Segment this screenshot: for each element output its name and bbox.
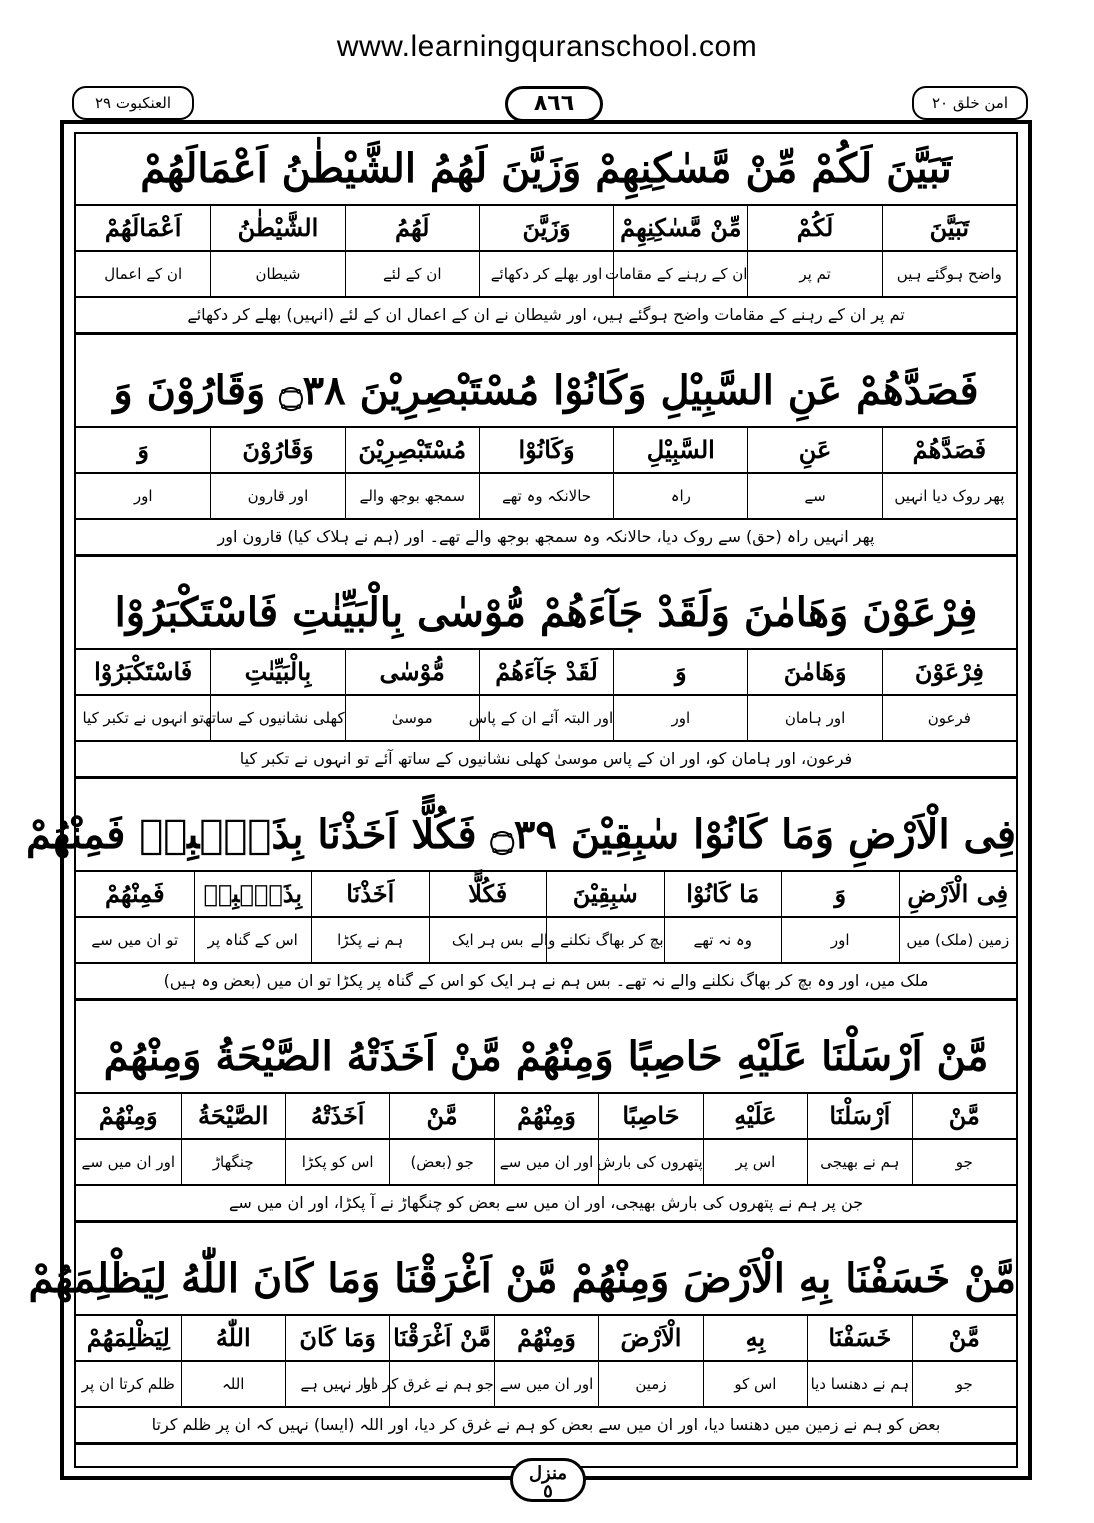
arabic-word-cell: بِالْبَيِّنٰتِ (210, 650, 344, 694)
word-row (76, 650, 1016, 696)
arabic-word-cell: السَّبِيْلِ (613, 428, 747, 472)
arabic-word-cell: وَ (613, 650, 747, 694)
arabic-word-cell: اَخَذْنَا (311, 872, 429, 916)
arabic-word-cell: مُسْتَبْصِرِيْنَ (345, 428, 479, 472)
arabic-word-cell: فِى الْاَرْضِ (899, 872, 1017, 916)
arabic-word-cell: اللّٰهُ (181, 1316, 285, 1360)
arabic-word-cell: مِّنْ مَّسٰكِنِهِمْ (613, 206, 747, 250)
arabic-word-cell: عَلَيْهِ (703, 1094, 807, 1138)
word-meaning-cell: ان کے رہنے کے مقامات (613, 252, 747, 296)
word-meaning-cell: بس ہر ایک (429, 918, 547, 962)
arabic-word-cell: فَاسْتَكْبَرُوْا (94, 657, 193, 686)
arabic-word-cell: وَ (781, 872, 899, 916)
arabic-word-cell: اَرْسَلْنَا (807, 1094, 911, 1138)
arabic-word-cell: حَاصِبًا (598, 1094, 702, 1138)
arabic-word-cell: مَا كَانُوْا (664, 872, 782, 916)
manzil-label: منزل (528, 1463, 568, 1484)
word-meaning-cell: اس پر (703, 1140, 807, 1184)
arabic-word-cell: وَمِنْهُمْ (98, 1101, 158, 1130)
arabic-word-cell: فَكُلًّا (429, 872, 547, 916)
word-meaning-cell: اور نہیں ہے (285, 1362, 389, 1406)
word-row (76, 1316, 1016, 1362)
word-meaning-cell: جو (بعض) (389, 1140, 493, 1184)
word-meaning-cell: اس کو (703, 1362, 807, 1406)
word-row (76, 206, 1016, 252)
word-meaning-cell: شیطان (210, 252, 344, 296)
word-meaning-cell: اور (613, 696, 747, 740)
site-url[interactable]: www.learningquranschool.com (336, 30, 758, 63)
surah-label: العنكبوت ٢٩ (72, 86, 194, 120)
word-meaning-cell: ہم نے پکڑا (311, 918, 429, 962)
word-meaning-cell: بچ کر بھاگ نکلنے والے (546, 918, 664, 962)
word-meaning-cell: جو ہم نے غرق کر دیا (389, 1362, 493, 1406)
arabic-word-cell: مَّنْ (389, 1094, 493, 1138)
arabic-word-cell: الصَّيْحَةُ (181, 1094, 285, 1138)
word-meaning-cell: اور ان میں سے (494, 1362, 598, 1406)
urdu-translation-line: فرعون، اور ہامان کو، اور ان کے پاس موسیٰ کھلی نشانیوں کے ساتھ آئے تو انہوں نے تکبر کیا (76, 742, 1016, 779)
arabic-word-cell: عَنِ (747, 428, 881, 472)
word-meaning-cell: سے (747, 474, 881, 518)
arabic-verse-line: مَّنْ اَرْسَلْنَا عَلَيْهِ حَاصِبًا وَمِنْهُمْ مَّنْ اَخَذَتْهُ الصَّيْحَةُ وَمِنْهُمْ (76, 1022, 1016, 1094)
word-row (76, 428, 1016, 474)
word-meaning-cell: اور ان میں سے (494, 1140, 598, 1184)
arabic-word-cell: وَمِنْهُمْ (494, 1316, 598, 1360)
word-meaning-cell: ان کے اعمال (104, 265, 183, 283)
arabic-verse-line: تَبَيَّنَ لَكُمْ مِّنْ مَّسٰكِنِهِمْ وَزَيَّنَ لَهُمُ الشَّيْطٰنُ اَعْمَالَهُمْ (76, 134, 1016, 206)
manzil-badge (510, 1458, 586, 1502)
arabic-word-cell: مَّنْ اَغْرَقْنَا (389, 1316, 493, 1360)
arabic-verse-line: مَّنْ خَسَفْنَا بِهِ الْاَرْضَ وَمِنْهُمْ مَّنْ اَغْرَقْنَا وَمَا كَانَ اللّٰهُ لِيَظْلِمَهُمْ (76, 1244, 1016, 1316)
word-meaning-cell: اللہ (181, 1362, 285, 1406)
word-meaning-cell: جو (912, 1362, 1016, 1406)
arabic-word-cell: وَ (137, 435, 149, 464)
arabic-word-cell: وَمَا كَانَ (285, 1316, 389, 1360)
word-meaning-cell: اور قارون (210, 474, 344, 518)
arabic-word-cell: لَقَدْ جَآءَهُمْ (479, 650, 613, 694)
arabic-word-cell: سٰبِقِيْنَ (546, 872, 664, 916)
arabic-word-cell: فَمِنْهُمْ (104, 879, 165, 908)
word-meaning-cell: ہم نے دھنسا دیا (807, 1362, 911, 1406)
meaning-row (76, 918, 1016, 964)
meaning-row (76, 474, 1016, 520)
arabic-word-cell: وَهَامٰنَ (747, 650, 881, 694)
word-meaning-cell: تو ان میں سے (91, 931, 179, 949)
word-meaning-cell: فرعون (882, 696, 1016, 740)
arabic-word-cell: فَصَدَّهُمْ (882, 428, 1016, 472)
arabic-word-cell: اَعْمَالَهُمْ (104, 213, 182, 242)
word-meaning-cell: کھلی نشانیوں کے ساتھ (210, 696, 344, 740)
meaning-row (76, 1140, 1016, 1186)
meaning-row (76, 696, 1016, 742)
word-meaning-cell: پتھروں کی بارش (598, 1140, 702, 1184)
meaning-row (76, 1362, 1016, 1408)
word-meaning-cell: پھر روک دیا انہیں (882, 474, 1016, 518)
arabic-word-cell: بِذَنْۢبِهٖ (194, 872, 312, 916)
meaning-row (76, 252, 1016, 298)
word-meaning-cell: اور ان میں سے (81, 1153, 176, 1171)
word-meaning-cell: حالانکہ وہ تھے (479, 474, 613, 518)
arabic-word-cell: اَخَذَتْهُ (285, 1094, 389, 1138)
word-meaning-cell: راہ (613, 474, 747, 518)
word-meaning-cell: تو انہوں نے تکبر کیا (82, 709, 204, 727)
arabic-word-cell: الْاَرْضَ (598, 1316, 702, 1360)
arabic-word-cell: بِهِ (703, 1316, 807, 1360)
arabic-word-cell: تَبَيَّنَ (882, 206, 1016, 250)
word-meaning-cell: اور البتہ آئے ان کے پاس (479, 696, 613, 740)
arabic-verse-line: فِى الْاَرْضِ وَمَا كَانُوْا سٰبِقِيْنَ ۝٣٩ فَكُلًّا اَخَذْنَا بِذَنْۢبِهٖ فَمِنْهُمْ (76, 800, 1016, 872)
arabic-word-cell: خَسَفْنَا (807, 1316, 911, 1360)
arabic-word-cell: لِيَظْلِمَهُمْ (86, 1323, 170, 1352)
manzil-number: ٥ (543, 1481, 553, 1502)
arabic-word-cell: مُّوْسٰى (345, 650, 479, 694)
arabic-word-cell: وَقَارُوْنَ (210, 428, 344, 472)
arabic-word-cell: وَمِنْهُمْ (494, 1094, 598, 1138)
arabic-word-cell: لَكُمْ (747, 206, 881, 250)
word-meaning-cell: اور بھلے کر دکھائے (479, 252, 613, 296)
arabic-word-cell: فِرْعَوْنَ (882, 650, 1016, 694)
urdu-translation-line: پھر انہیں راہ (حق) سے روک دیا، حالانکہ وہ سمجھ بوجھ والے تھے۔ اور (ہم نے ہلاک کیا) قارون اور (76, 520, 1016, 557)
word-meaning-cell: زمین (598, 1362, 702, 1406)
arabic-word-cell: الشَّيْطٰنُ (210, 206, 344, 250)
word-meaning-cell: سمجھ بوجھ والے (345, 474, 479, 518)
word-meaning-cell: زمین (ملک) میں (899, 918, 1017, 962)
urdu-translation-line: تم پر ان کے رہنے کے مقامات واضح ہوگئے ہیں، اور شیطان نے ان کے اعمال ان کے لئے (انہیں) بھلے کر دکھائے (76, 298, 1016, 335)
arabic-word-cell: وَكَانُوْا (479, 428, 613, 472)
word-row (76, 1094, 1016, 1140)
juz-label: امن خلق ٢٠ (912, 86, 1028, 120)
page-number: ٨٦٦ (505, 86, 603, 122)
word-meaning-cell: واضح ہوگئے ہیں (882, 252, 1016, 296)
word-meaning-cell: اس کو پکڑا (285, 1140, 389, 1184)
word-meaning-cell: موسیٰ (345, 696, 479, 740)
arabic-verse-line: فَصَدَّهُمْ عَنِ السَّبِيْلِ وَكَانُوْا مُسْتَبْصِرِيْنَ ۝٣٨ وَقَارُوْنَ وَ (76, 356, 1016, 428)
word-meaning-cell: اور ہامان (747, 696, 881, 740)
word-meaning-cell: ظلم کرتا ان پر (81, 1375, 175, 1393)
word-meaning-cell: اور (781, 918, 899, 962)
word-meaning-cell: ان کے لئے (345, 252, 479, 296)
word-meaning-cell: وہ نہ تھے (664, 918, 782, 962)
arabic-word-cell: مَّنْ (912, 1094, 1016, 1138)
word-meaning-cell: جو (912, 1140, 1016, 1184)
word-meaning-cell: اور (133, 487, 153, 505)
arabic-word-cell: وَزَيَّنَ (479, 206, 613, 250)
arabic-word-cell: لَهُمُ (345, 206, 479, 250)
word-row (76, 872, 1016, 918)
urdu-translation-line: بعض کو ہم نے زمین میں دھنسا دیا، اور ان میں سے بعض کو ہم نے غرق کر دیا، اور اللہ (ایسا) نہیں کہ ان پر ظلم کرتا (76, 1408, 1016, 1445)
word-meaning-cell: ہم نے بھیجی (807, 1140, 911, 1184)
urdu-translation-line: ملک میں، اور وہ بچ کر بھاگ نکلنے والے نہ تھے۔ بس ہم نے ہر ایک کو اس کے گناہ پر پکڑا تو ان میں (بعض وہ ہیں) (76, 964, 1016, 1001)
arabic-verse-line: فِرْعَوْنَ وَهَامٰنَ وَلَقَدْ جَآءَهُمْ مُّوْسٰى بِالْبَيِّنٰتِ فَاسْتَكْبَرُوْا (76, 578, 1016, 650)
word-meaning-cell: تم پر (747, 252, 881, 296)
word-meaning-cell: چنگھاڑ (181, 1140, 285, 1184)
arabic-word-cell: مَّنْ (912, 1316, 1016, 1360)
urdu-translation-line: جن پر ہم نے پتھروں کی بارش بھیجی، اور ان میں سے بعض کو چنگھاڑ نے آ پکڑا، اور ان میں سے (76, 1186, 1016, 1223)
word-meaning-cell: اس کے گناہ پر (194, 918, 312, 962)
